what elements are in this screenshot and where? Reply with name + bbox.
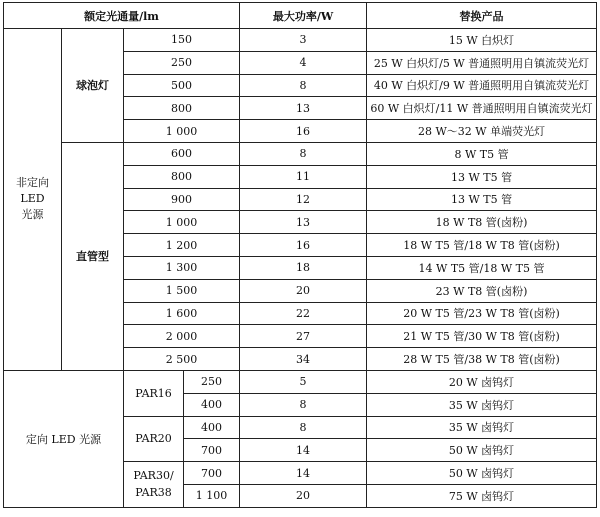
flux-cell: 150: [124, 29, 240, 52]
flux-cell: 400: [184, 393, 240, 416]
flux-cell: 1 000: [124, 211, 240, 234]
product-cell: 40 W 白炽灯/9 W 普通照明用自镇流荧光灯: [367, 74, 597, 97]
power-cell: 8: [240, 393, 367, 416]
product-cell: 35 W 卤钨灯: [367, 393, 597, 416]
power-cell: 12: [240, 188, 367, 211]
power-cell: 11: [240, 165, 367, 188]
product-cell: 60 W 白炽灯/11 W 普通照明用自镇流荧光灯: [367, 97, 597, 120]
flux-cell: 700: [184, 462, 240, 485]
power-cell: 18: [240, 256, 367, 279]
category-par30-par38: PAR30/ PAR38: [124, 462, 184, 508]
flux-cell: 1 300: [124, 256, 240, 279]
power-cell: 16: [240, 120, 367, 143]
flux-cell: 1 500: [124, 279, 240, 302]
product-cell: 20 W T5 管/23 W T8 管(卤粉): [367, 302, 597, 325]
product-cell: 14 W T5 管/18 W T5 管: [367, 256, 597, 279]
category-par16: PAR16: [124, 370, 184, 416]
power-cell: 13: [240, 211, 367, 234]
table-row: [4, 370, 597, 393]
power-cell: 8: [240, 416, 367, 439]
spec-table-container: [3, 2, 596, 514]
power-cell: 14: [240, 462, 367, 485]
product-cell: 28 W～32 W 单端荧光灯: [367, 120, 597, 143]
flux-cell: 1 100: [184, 484, 240, 507]
flux-cell: 2 000: [124, 325, 240, 348]
product-cell: 13 W T5 管: [367, 165, 597, 188]
product-cell: 50 W 卤钨灯: [367, 462, 597, 485]
product-cell: 25 W 白炽灯/5 W 普通照明用自镇流荧光灯: [367, 51, 597, 74]
header-row: [4, 3, 597, 29]
power-cell: 8: [240, 142, 367, 165]
power-cell: 8: [240, 74, 367, 97]
product-cell: 50 W 卤钨灯: [367, 439, 597, 462]
category-bulb: 球泡灯: [62, 29, 124, 143]
table-row: [4, 142, 597, 165]
product-cell: 28 W T5 管/38 W T8 管(卤粉): [367, 348, 597, 371]
product-cell: 8 W T5 管: [367, 142, 597, 165]
product-cell: 15 W 白炽灯: [367, 29, 597, 52]
power-cell: 3: [240, 29, 367, 52]
flux-cell: 800: [124, 97, 240, 120]
power-cell: 4: [240, 51, 367, 74]
flux-cell: 700: [184, 439, 240, 462]
flux-cell: 250: [184, 370, 240, 393]
flux-cell: 500: [124, 74, 240, 97]
led-replacement-table: [3, 2, 597, 508]
group-nondirectional: 非定向 LED 光源: [4, 29, 62, 371]
power-cell: 20: [240, 484, 367, 507]
flux-cell: 600: [124, 142, 240, 165]
power-cell: 14: [240, 439, 367, 462]
flux-cell: 2 500: [124, 348, 240, 371]
power-cell: 5: [240, 370, 367, 393]
product-cell: 23 W T8 管(卤粉): [367, 279, 597, 302]
product-cell: 13 W T5 管: [367, 188, 597, 211]
flux-cell: 1 200: [124, 234, 240, 257]
power-cell: 22: [240, 302, 367, 325]
table-row: [4, 29, 597, 52]
flux-cell: 1 000: [124, 120, 240, 143]
header-replacement: 替换产品: [367, 3, 597, 29]
category-tube: 直管型: [62, 142, 124, 370]
flux-cell: 900: [124, 188, 240, 211]
power-cell: 27: [240, 325, 367, 348]
header-flux: 额定光通量/lm: [4, 3, 240, 29]
power-cell: 34: [240, 348, 367, 371]
product-cell: 35 W 卤钨灯: [367, 416, 597, 439]
flux-cell: 1 600: [124, 302, 240, 325]
product-cell: 21 W T5 管/30 W T8 管(卤粉): [367, 325, 597, 348]
flux-cell: 400: [184, 416, 240, 439]
product-cell: 75 W 卤钨灯: [367, 484, 597, 507]
product-cell: 18 W T8 管(卤粉): [367, 211, 597, 234]
category-par20: PAR20: [124, 416, 184, 462]
product-cell: 18 W T5 管/18 W T8 管(卤粉): [367, 234, 597, 257]
flux-cell: 250: [124, 51, 240, 74]
header-power: 最大功率/W: [240, 3, 367, 29]
group-directional: 定向 LED 光源: [4, 370, 124, 507]
power-cell: 20: [240, 279, 367, 302]
power-cell: 16: [240, 234, 367, 257]
flux-cell: 800: [124, 165, 240, 188]
power-cell: 13: [240, 97, 367, 120]
product-cell: 20 W 卤钨灯: [367, 370, 597, 393]
